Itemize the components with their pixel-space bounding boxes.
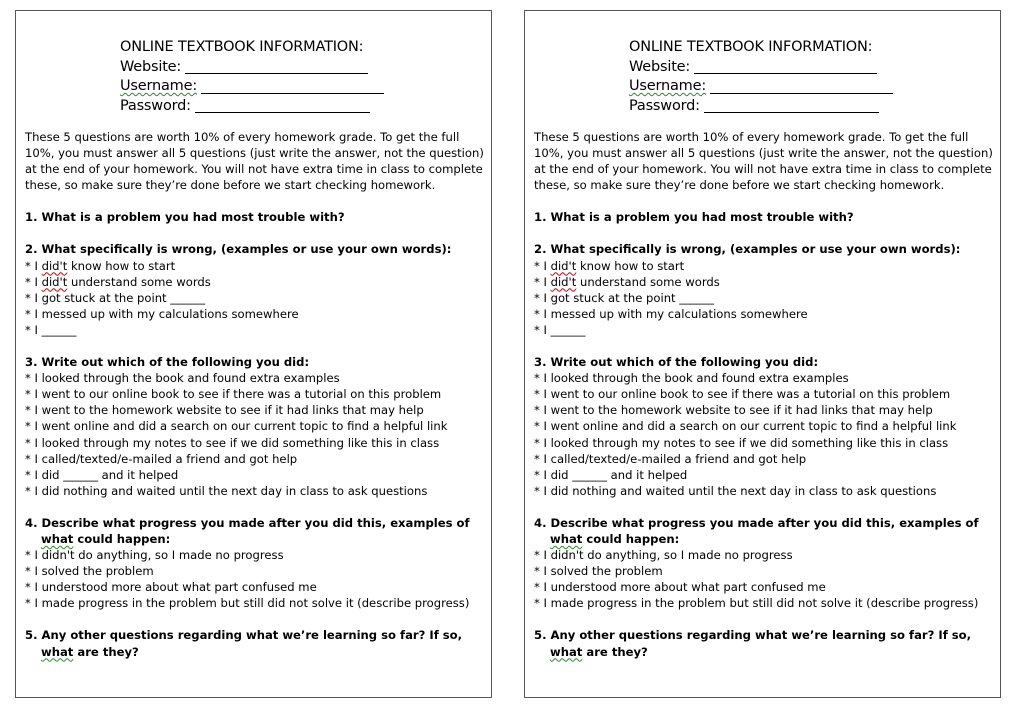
password-blank-line <box>704 97 879 113</box>
question-2-title: 2. What specifically is wrong, (examples or use your own words): <box>534 242 961 257</box>
list-item: * I understood more about what part confused me <box>534 580 826 595</box>
question-3-title: 3. Write out which of the following you did: <box>25 355 310 370</box>
list-item: * I did't understand some words <box>534 274 720 289</box>
list-item: * I looked through the book and found extra examples <box>534 371 849 386</box>
username-label: Username: <box>629 78 707 94</box>
question-4-title: 4. Describe what progress you made after you did this, examples of what could happen: <box>534 515 979 546</box>
list-item: * I didn't do anything, so I made no progress <box>25 548 284 563</box>
website-label: Website: <box>629 58 691 75</box>
password-blank-line <box>195 97 370 113</box>
textbook-info-header <box>120 38 384 116</box>
password-label: Password: <box>120 97 191 114</box>
worksheet-left <box>15 10 492 698</box>
list-item: * I messed up with my calculations somewhere <box>25 306 299 321</box>
list-item: * I called/texted/e-mailed a friend and got help <box>25 451 298 466</box>
list-item: * I understood more about what part confused me <box>25 580 317 595</box>
password-label: Password: <box>629 97 700 114</box>
list-item: * I did't know how to start <box>25 258 176 273</box>
question-2-title: 2. What specifically is wrong, (examples or use your own words): <box>25 242 452 257</box>
worksheet-content <box>25 129 487 660</box>
worksheet-content <box>534 129 996 660</box>
list-item: * I made progress in the problem but still did not solve it (describe progress) <box>534 596 979 611</box>
list-item: * I went to our online book to see if there was a tutorial on this problem <box>534 387 951 402</box>
list-item: * I messed up with my calculations somewhere <box>534 306 808 321</box>
list-item: * I solved the problem <box>534 564 663 579</box>
list-item: * I looked through my notes to see if we did something like this in class <box>25 435 440 450</box>
list-item: * I solved the problem <box>25 564 154 579</box>
username-label: Username: <box>120 78 198 94</box>
list-item: * I looked through the book and found extra examples <box>25 371 340 386</box>
list-item: * I went to the homework website to see if it had links that may help <box>534 403 933 418</box>
list-item: * I went to the homework website to see if it had links that may help <box>25 403 424 418</box>
intro-paragraph: These 5 questions are worth 10% of every homework grade. To get the full 10%, you must answer all 5 questions (just write the answer, not the question) at the end of your homework. You will not have extra time in class to complete these, so make sure they’re done before we start checking homework. <box>25 130 484 193</box>
worksheet-right <box>524 10 1001 698</box>
list-item: * I made progress in the problem but still did not solve it (describe progress) <box>25 596 470 611</box>
question-1-title: 1. What is a problem you had most trouble with? <box>534 210 854 225</box>
list-item: * I ______ <box>25 322 77 337</box>
list-item: * I did nothing and waited until the next day in class to ask questions <box>25 483 428 498</box>
textbook-info-header <box>629 38 893 116</box>
website-blank-line <box>185 58 368 74</box>
list-item: * I did ______ and it helped <box>534 467 688 482</box>
list-item: * I went online and did a search on our current topic to find a helpful link <box>25 419 448 434</box>
username-blank-line <box>201 78 384 94</box>
question-4-title: 4. Describe what progress you made after you did this, examples of what could happen: <box>25 515 470 546</box>
list-item: * I did't understand some words <box>25 274 211 289</box>
list-item: * I did ______ and it helped <box>25 467 179 482</box>
username-blank-line <box>710 78 893 94</box>
intro-paragraph: These 5 questions are worth 10% of every homework grade. To get the full 10%, you must answer all 5 questions (just write the answer, not the question) at the end of your homework. You will not have extra time in class to complete these, so make sure they’re done before we start checking homework. <box>534 130 993 193</box>
header-title: ONLINE TEXTBOOK INFORMATION: <box>120 39 364 55</box>
header-title: ONLINE TEXTBOOK INFORMATION: <box>629 39 873 55</box>
list-item: * I looked through my notes to see if we did something like this in class <box>534 435 949 450</box>
website-label: Website: <box>120 58 182 75</box>
question-5-title: 5. Any other questions regarding what we’re learning so far? If so, what are they? <box>25 628 463 659</box>
list-item: * I did nothing and waited until the next day in class to ask questions <box>534 483 937 498</box>
question-3-title: 3. Write out which of the following you did: <box>534 355 819 370</box>
question-1-title: 1. What is a problem you had most trouble with? <box>25 210 345 225</box>
list-item: * I did't know how to start <box>534 258 685 273</box>
list-item: * I ______ <box>534 322 586 337</box>
list-item: * I got stuck at the point ______ <box>25 290 206 305</box>
list-item: * I got stuck at the point ______ <box>534 290 715 305</box>
list-item: * I went to our online book to see if there was a tutorial on this problem <box>25 387 442 402</box>
list-item: * I called/texted/e-mailed a friend and got help <box>534 451 807 466</box>
website-blank-line <box>694 58 877 74</box>
list-item: * I went online and did a search on our current topic to find a helpful link <box>534 419 957 434</box>
question-5-title: 5. Any other questions regarding what we’re learning so far? If so, what are they? <box>534 628 972 659</box>
list-item: * I didn't do anything, so I made no progress <box>534 548 793 563</box>
